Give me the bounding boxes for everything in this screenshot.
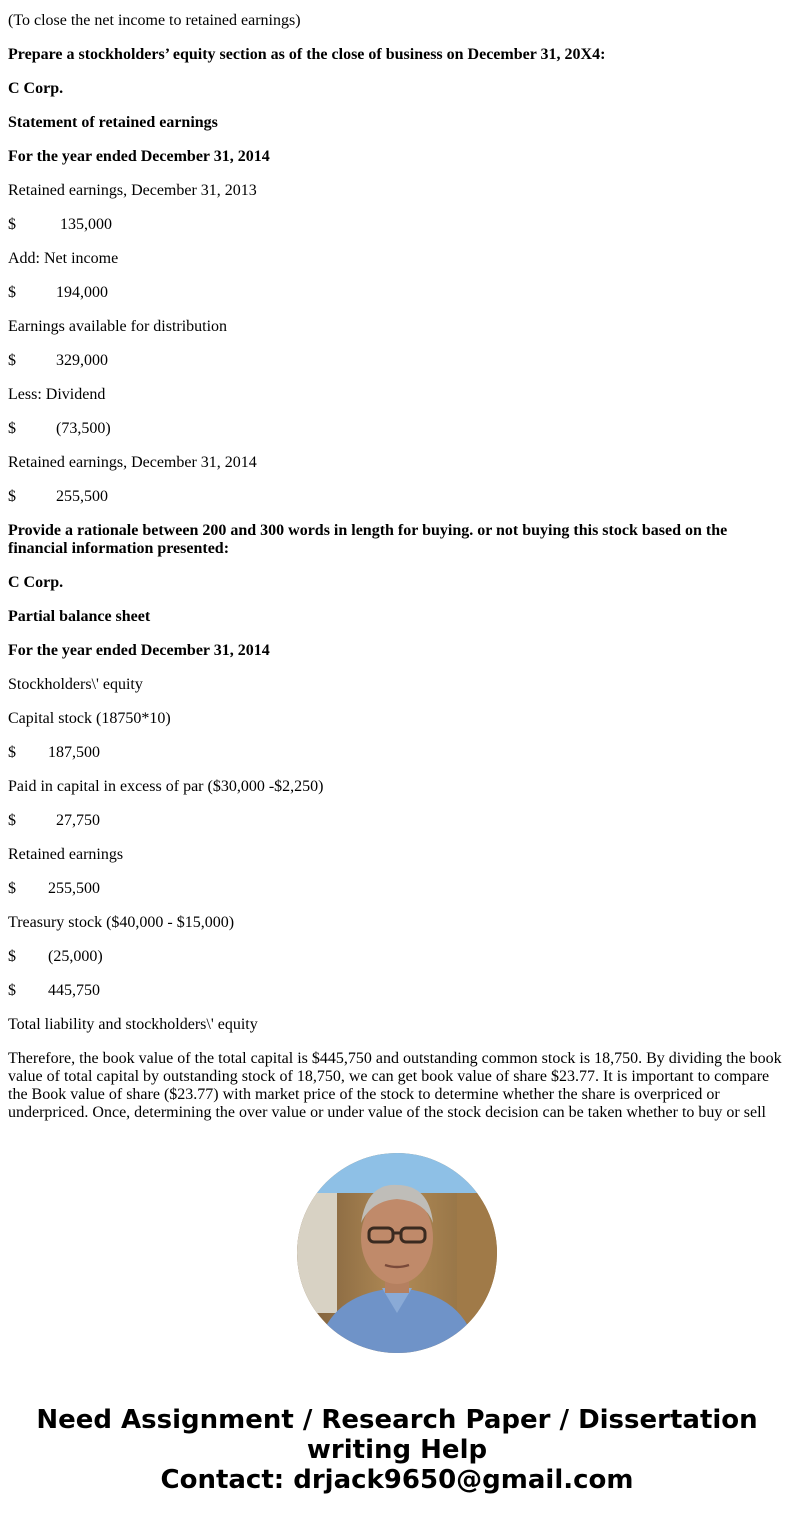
statement-period: For the year ended December 31, 2014 (8, 148, 270, 165)
footer-banner (0, 1405, 794, 1495)
question-heading: Provide a rationale between 200 and 300 words in length for buying. or not buying this stock based on the financial information presented: (8, 522, 728, 557)
total-amount: $ 445,750 (8, 982, 100, 999)
line-amount: $ 255,500 (8, 488, 108, 505)
line-label: Capital stock (18750*10) (8, 710, 171, 727)
section-label: Stockholders\' equity (8, 676, 143, 693)
line-amount: $ 187,500 (8, 744, 100, 761)
line-label: Less: Dividend (8, 386, 106, 403)
avatar-image (297, 1153, 497, 1353)
company-name: C Corp. (8, 80, 64, 97)
line-amount: $ 329,000 (8, 352, 108, 369)
line-label: Earnings available for distribution (8, 318, 228, 335)
conclusion-paragraph: Therefore, the book value of the total capital is $445,750 and outstanding common stock is 18,750. By dividing the book value of total capital by outstanding stock of 18,750, we can get book value of share $23.77. It is important to compare the Book value of share ($23.77) with market price of the stock to determine whether the share is overpriced or underpriced. Once, determining the over value or under value of the stock decision can be taken whether to buy or sell (8, 1050, 782, 1121)
footer-line-2: writing Help (306, 1435, 488, 1465)
line-amount: $ 255,500 (8, 880, 100, 897)
line-label: Total liability and stockholders\' equity (8, 1016, 258, 1033)
question-heading: Prepare a stockholders’ equity section as of the close of business on December 31, 20X4: (8, 46, 606, 63)
line-label: Retained earnings, December 31, 2014 (8, 454, 257, 471)
avatar (297, 1153, 497, 1353)
company-name: C Corp. (8, 574, 64, 591)
line-label: Add: Net income (8, 250, 119, 267)
line-label: Retained earnings, December 31, 2013 (8, 182, 257, 199)
line-amount: $ 135,000 (8, 216, 112, 233)
line-label: Paid in capital in excess of par ($30,000 -$2,250) (8, 778, 324, 795)
closing-note: (To close the net income to retained earnings) (8, 12, 301, 29)
footer-line-1: Need Assignment / Research Paper / Dissertation (36, 1405, 758, 1435)
line-label: Treasury stock ($40,000 - $15,000) (8, 914, 235, 931)
line-label: Retained earnings (8, 846, 124, 863)
line-amount: $ (73,500) (8, 420, 111, 437)
line-amount: $ (25,000) (8, 948, 103, 965)
line-amount: $ 194,000 (8, 284, 108, 301)
balance-sheet-period: For the year ended December 31, 2014 (8, 642, 270, 659)
statement-title: Statement of retained earnings (8, 114, 218, 131)
line-amount: $ 27,750 (8, 812, 100, 829)
footer-contact: Contact: drjack9650@gmail.com (160, 1465, 634, 1495)
balance-sheet-title: Partial balance sheet (8, 608, 151, 625)
